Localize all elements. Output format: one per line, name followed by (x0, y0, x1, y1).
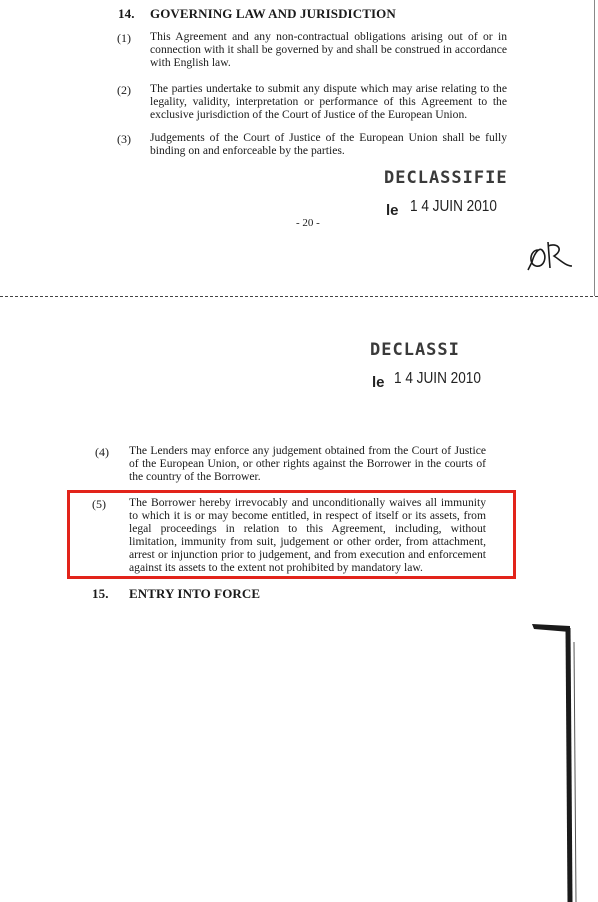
page-edge (594, 0, 595, 296)
highlight-box (67, 490, 516, 579)
section-14-number: 14. (118, 6, 135, 21)
clause-paragraph: Judgements of the Court of Justice of the European Union shall be fully binding on and enforceable by the parties. (150, 131, 507, 158)
scan-edge-mark (530, 612, 590, 902)
stamp-le: le (372, 374, 385, 391)
stamp-date: 1 4 JUIN 2010 (394, 370, 481, 387)
stamp-le: le (386, 202, 399, 219)
clause-paragraph: This Agreement and any non-contractual obligations arising out of or in connection with it shall be governed by and shall be construed in accordance with English law. (150, 30, 507, 70)
stamp-date: 1 4 JUIN 2010 (410, 198, 497, 215)
signature-initials (524, 240, 576, 274)
clause-number: (2) (117, 83, 131, 97)
clause-paragraph: The parties undertake to submit any dispute which may arise relating to the legality, validity, interpretation or performance of this Agreement to the exclusive jurisdiction of the Court of Justice of the European Union. (150, 82, 507, 122)
declassified-stamp: DECLASSI (370, 340, 460, 360)
clause-number: (5) (92, 497, 106, 511)
section-15-number: 15. (92, 586, 109, 601)
clause-paragraph-highlighted: The Borrower hereby irrevocably and unconditionally waives all immunity to which it is or may become entitled, in respect of itself or its assets, from legal proceedings in relation to this Agreement, including, without limitation, immunity from suit, judgement or other order, from attachment, arrest or injunction prior to judgement, and from execution and enforcement against its assets to the extent not prohibited by mandatory law. (129, 496, 486, 575)
page-number: - 20 - (296, 217, 320, 229)
document-page-20 (0, 0, 598, 296)
page-break-divider (0, 296, 598, 297)
clause-number: (4) (95, 445, 109, 459)
section-15-title: ENTRY INTO FORCE (129, 586, 261, 601)
clause-number: (3) (117, 132, 131, 146)
section-14-title: GOVERNING LAW AND JURISDICTION (150, 6, 396, 21)
declassified-stamp: DECLASSIFIE (384, 168, 508, 188)
clause-number: (1) (117, 31, 131, 45)
clause-paragraph: The Lenders may enforce any judgement obtained from the Court of Justice of the European Union, or other rights against the Borrower in the courts of the country of the Borrower. (129, 444, 486, 484)
